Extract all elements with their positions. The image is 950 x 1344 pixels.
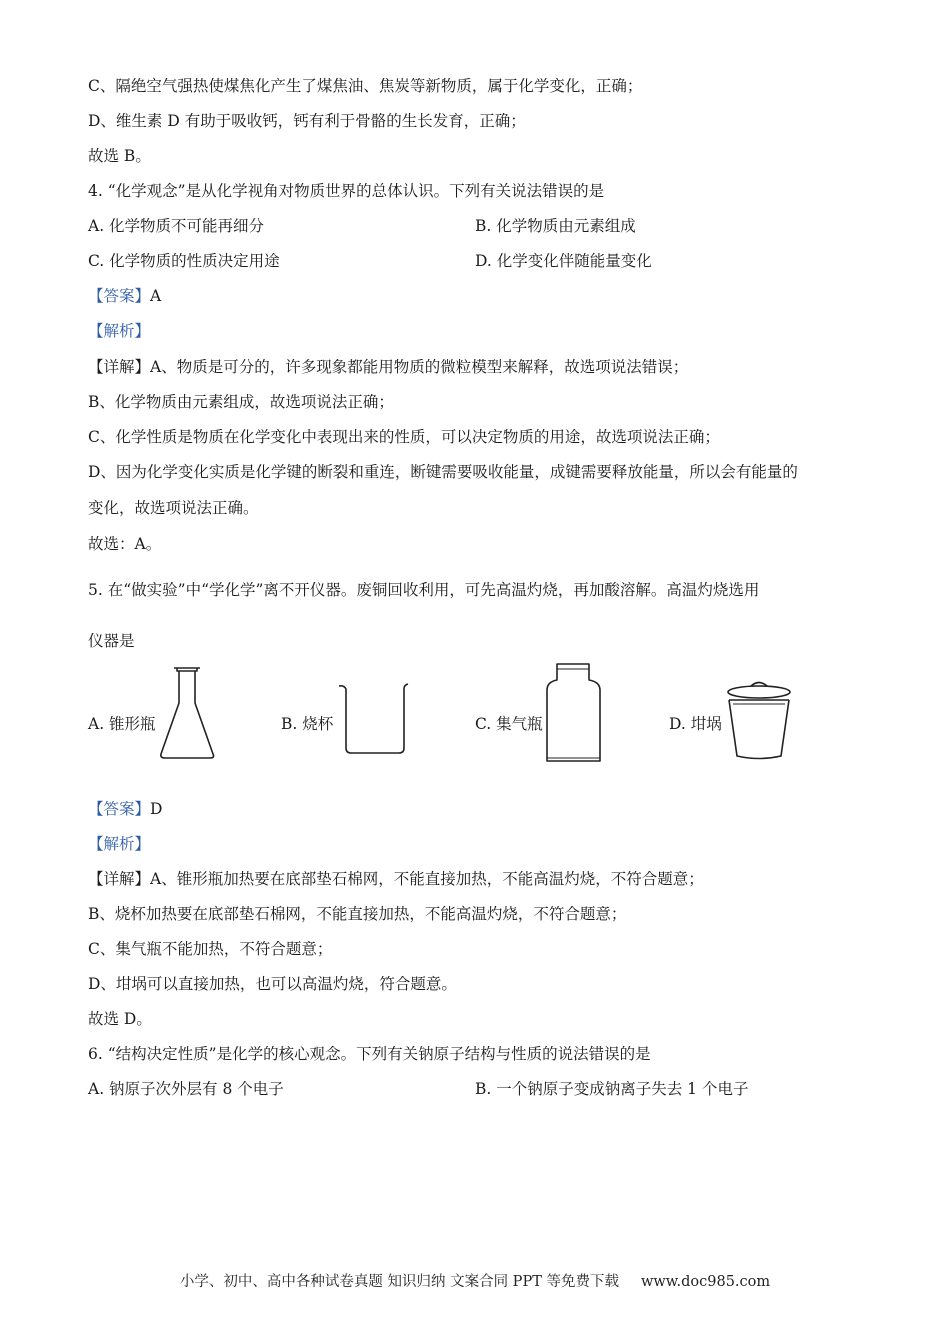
q5-answer (88, 799, 162, 819)
q5-option-a: A. 锥形瓶 (88, 715, 156, 733)
prev-option-d: D、维生素 D 有助于吸收钙，钙有利于骨骼的生长发育，正确； (88, 112, 526, 130)
q4-detail-c: C、化学性质是物质在化学变化中表现出来的性质，可以决定物质的用途，故选项说法正确； (88, 428, 720, 446)
q4-detail-b: B、化学物质由元素组成，故选项说法正确； (88, 393, 394, 411)
crucible-icon (724, 680, 794, 762)
answer-tag: 【答案】 (88, 800, 151, 818)
q4-detail-d-line1: D、因为化学变化实质是化学键的断裂和重连，断键需要吸收能量，成键需要释放能量，所以会有能量的 (88, 463, 798, 481)
detail-tag: 【详解】 (88, 358, 151, 376)
q4-option-d: D. 化学变化伴随能量变化 (475, 252, 652, 270)
q6-stem: 6. “结构决定性质”是化学的核心观念。下列有关钠原子结构与性质的说法错误的是 (88, 1045, 651, 1063)
q5-detail-b: B、烧杯加热要在底部垫石棉网，不能直接加热，不能高温灼烧，不符合题意； (88, 905, 627, 923)
q5-stem-line2: 仪器是 (88, 632, 135, 650)
q4-analysis-tag: 【解析】 (88, 322, 151, 340)
q5-option-b: B. 烧杯 (281, 715, 334, 733)
q4-detail-a (88, 357, 688, 377)
prev-choice: 故选 B。 (88, 147, 151, 165)
page-footer (0, 1270, 950, 1291)
q4-option-c: C. 化学物质的性质决定用途 (88, 252, 280, 270)
q5-detail-d: D、坩埚可以直接加热，也可以高温灼烧，符合题意。 (88, 975, 457, 993)
q4-choice: 故选：A。 (88, 535, 162, 553)
q5-analysis-tag: 【解析】 (88, 835, 151, 853)
q5-option-d: D. 坩埚 (669, 715, 722, 733)
detail-text: A、锥形瓶加热要在底部垫石棉网，不能直接加热，不能高温灼烧，不符合题意； (150, 870, 704, 888)
beaker-icon (336, 680, 410, 756)
footer-link[interactable]: www.doc985.com (640, 1274, 771, 1290)
q4-option-a: A. 化学物质不可能再细分 (88, 217, 265, 235)
q5-choice: 故选 D。 (88, 1010, 152, 1028)
q6-option-b: B. 一个钠原子变成钠离子失去 1 个电子 (475, 1080, 749, 1098)
q5-detail-a (88, 869, 704, 889)
prev-option-c: C、隔绝空气强热使煤焦化产生了煤焦油、焦炭等新物质，属于化学变化，正确； (88, 77, 643, 95)
answer-tag: 【答案】 (88, 287, 151, 305)
q4-detail-d-line2: 变化，故选项说法正确。 (88, 499, 259, 517)
q5-option-c: C. 集气瓶 (475, 715, 543, 733)
q5-detail-c: C、集气瓶不能加热，不符合题意； (88, 940, 333, 958)
footer-text: 小学、初中、高中各种试卷真题 知识归纳 文案合同 PPT 等免费下载 (179, 1274, 619, 1290)
answer-value: A (150, 287, 162, 305)
q4-answer (88, 286, 161, 306)
q4-option-b: B. 化学物质由元素组成 (475, 217, 636, 235)
q4-stem: 4. “化学观念”是从化学视角对物质世界的总体认识。下列有关说法错误的是 (88, 182, 605, 200)
q5-stem-line1: 5. 在“做实验”中“学化学”离不开仪器。废铜回收利用，可先高温灼烧，再加酸溶解。高温灼烧选用 (88, 581, 760, 599)
q6-option-a: A. 钠原子次外层有 8 个电子 (88, 1080, 284, 1098)
gas-jar-icon (544, 660, 602, 764)
detail-tag: 【详解】 (88, 870, 151, 888)
detail-text: A、物质是可分的，许多现象都能用物质的微粒模型来解释，故选项说法错误； (150, 358, 689, 376)
conical-flask-icon (158, 665, 218, 761)
answer-value: D (150, 800, 163, 818)
